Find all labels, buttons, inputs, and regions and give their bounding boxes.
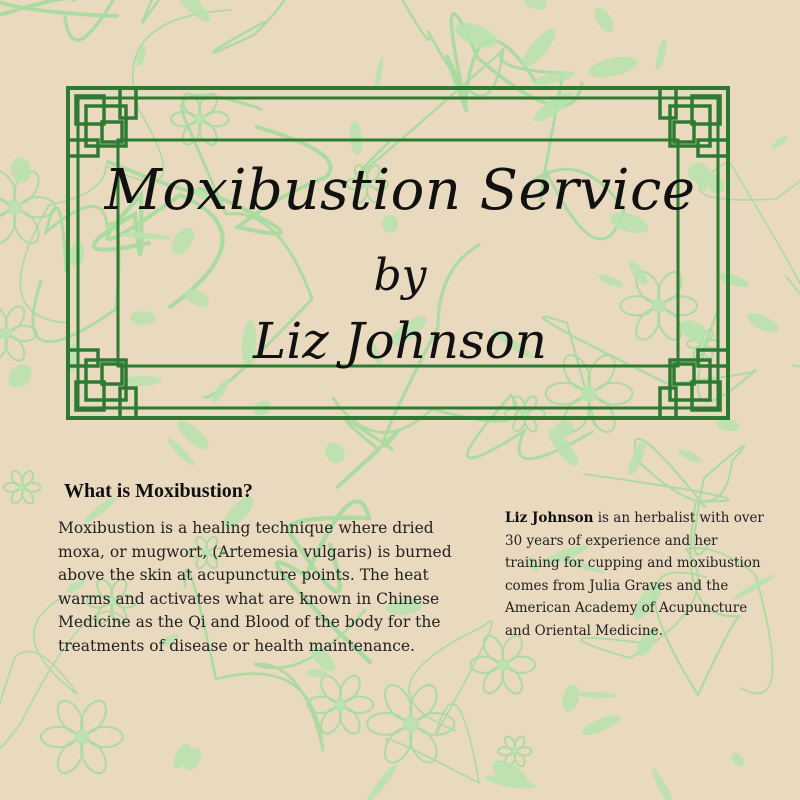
section-heading: What is Moxibustion? [64,480,253,502]
bio-name: Liz Johnson [505,510,594,526]
section-body: Moxibustion is a healing technique where dried moxa, or mugwort, (Artemesia vulgaris) is burned above the skin at acupuncture points. The heat warms and activates what are known in Chinese Medicine as the Qi and Blood of the body for the treatments of disease or health maintenance. [58,519,452,655]
bio-paragraph [505,507,765,642]
title-by: by [373,250,427,301]
author-name-title: Liz Johnson [253,312,547,370]
page-title: Moxibustion Service [104,158,696,223]
bio-text: is an herbalist with over 30 years of experience and her training for cupping and moxibustion comes from Julia Graves and the American Academy of Acupuncture and Oriental Medicine. [505,510,764,639]
